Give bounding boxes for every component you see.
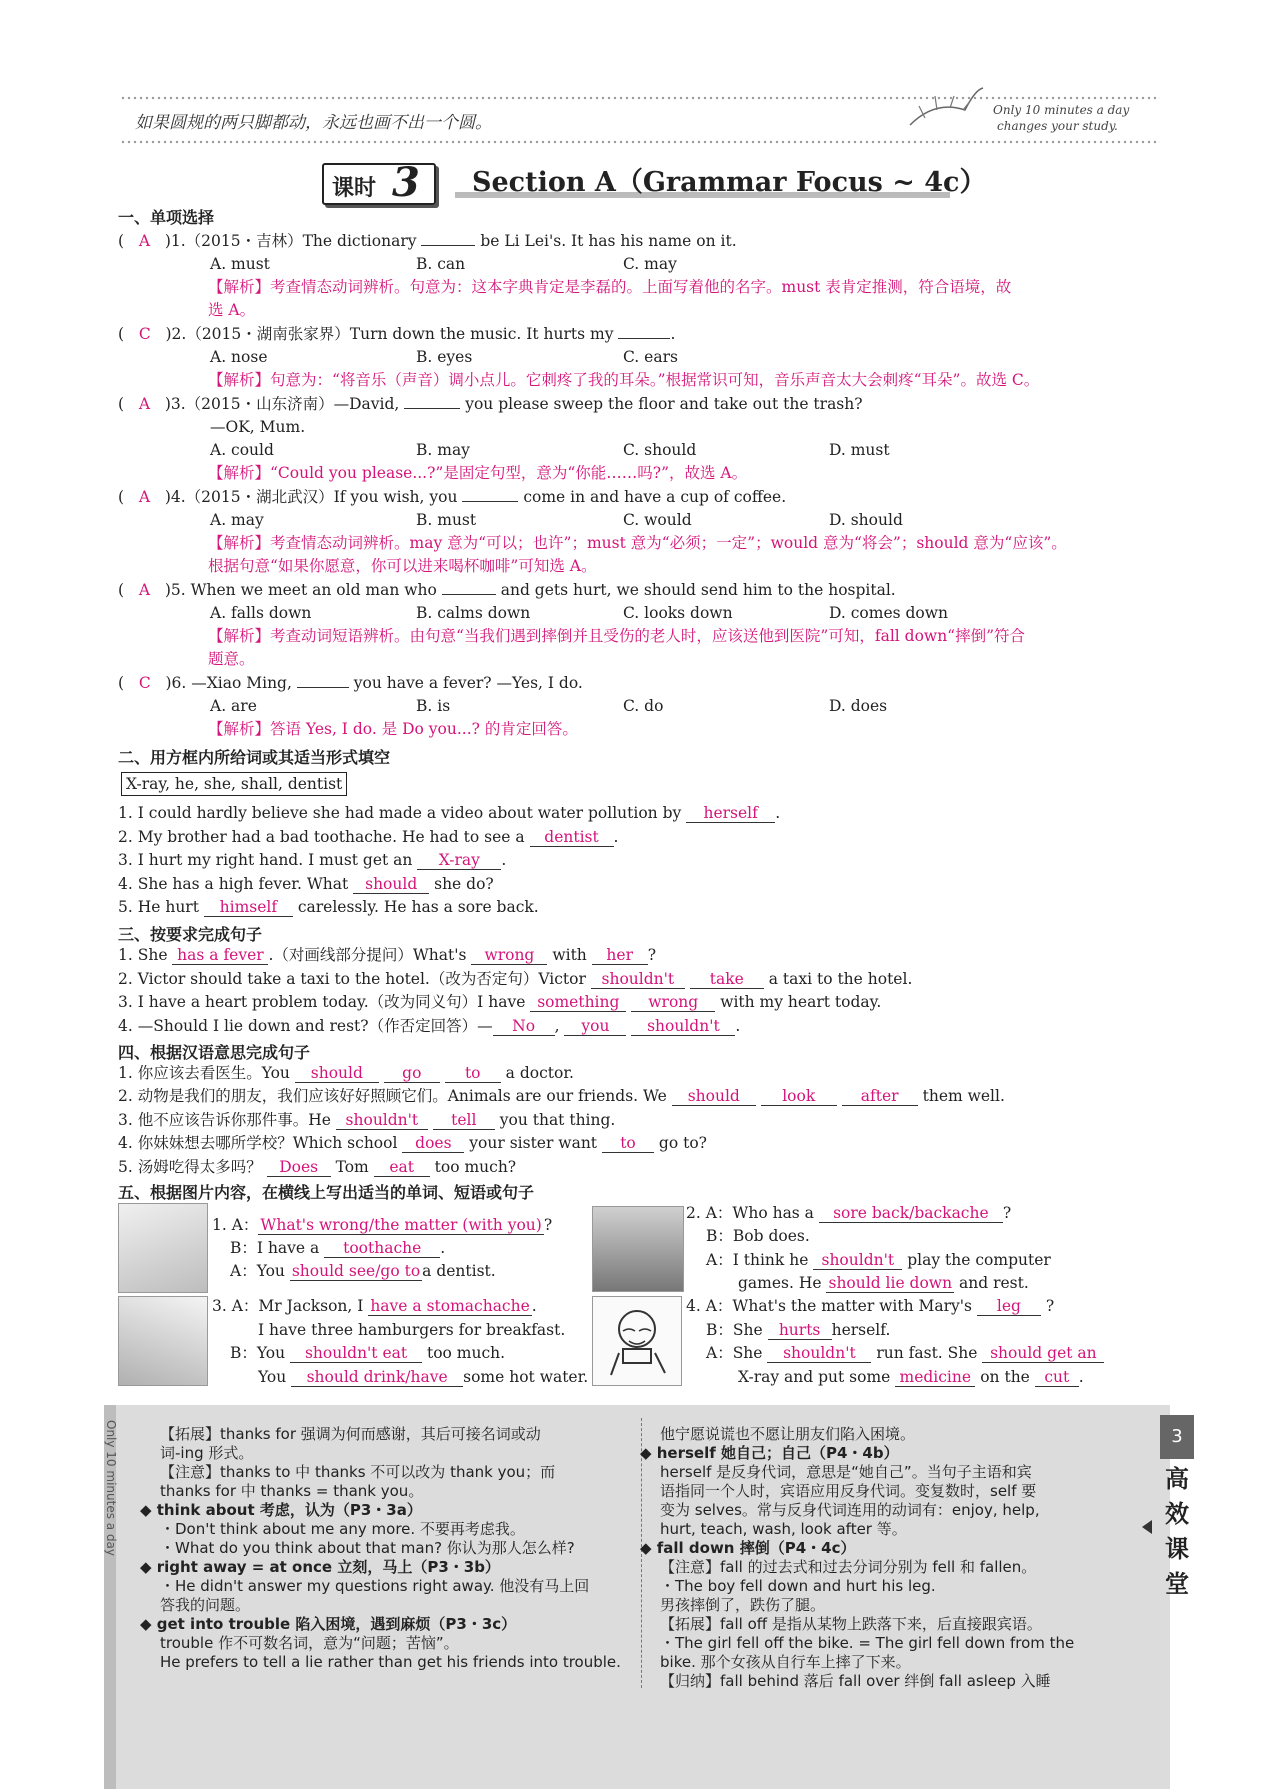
lesson-badge-number: 3 xyxy=(392,159,420,206)
answer-3: A xyxy=(138,395,151,413)
p2-s5-end: carelessly. He has a sore back. xyxy=(297,898,539,916)
p2-s4-text: 4. She has a high fever. What xyxy=(118,875,349,893)
notes-left-line: ◆ think about 考虑，认为（P3・3a） xyxy=(140,1501,422,1519)
d3-line2: I have three hamburgers for breakfast. xyxy=(258,1321,566,1339)
q3-opt-a: A. could xyxy=(210,441,274,459)
q6-opt-d: D. does xyxy=(829,697,888,715)
p3-answer-2b: take xyxy=(690,970,764,989)
notes-right-line: 【注意】fall 的过去式和过去分词分别为 fell 和 fallen。 xyxy=(660,1558,1037,1576)
q1-blank xyxy=(421,245,475,246)
q4-opt-c: C. would xyxy=(623,511,692,529)
d4-answer-3: shouldn't xyxy=(767,1344,871,1363)
question-6: ( C )6. —Xiao Ming, you have a fever? —Yes, I do. xyxy=(118,674,583,692)
p2-s3-text: 3. I hurt my right hand. I must get an xyxy=(118,851,413,869)
notes-left-line: 【拓展】thanks for 强调为何而感谢，其后可接名词或动 xyxy=(160,1425,541,1443)
question-3: ( A )3.（2015・山东济南）—David, you please sweep the floor and take out the trash? xyxy=(118,395,863,413)
p4-s3-end: you that thing. xyxy=(499,1111,616,1129)
d3-l3-end: too much. xyxy=(426,1344,506,1362)
part1-heading: 一、单项选择 xyxy=(118,208,215,227)
q5-stem-end: and gets hurt, we should send him to the hospital. xyxy=(500,581,896,599)
p2-s5-text: 5. He hurt xyxy=(118,898,199,916)
p3-s2-end: a taxi to the hotel. xyxy=(768,970,913,988)
q6-stem-end: you have a fever? —Yes, I do. xyxy=(353,674,583,692)
p3-sentence-3 xyxy=(118,991,881,1013)
p4-s5-text: 5. 汤姆吃得太多吗？ xyxy=(118,1158,262,1176)
p3-s1-end: ? xyxy=(647,946,657,964)
d4-line3 xyxy=(706,1342,1104,1364)
notes-left-line: ◆ get into trouble 陷入困境，遇到麻烦（P3・3c） xyxy=(140,1615,517,1633)
q2-opt-b: B. eyes xyxy=(416,348,473,366)
notes-right-line: ・The girl fell off the bike. = The girl fell down from the xyxy=(660,1634,1075,1652)
d1-l3-end: a dentist. xyxy=(422,1262,496,1280)
q2-opt-c: C. ears xyxy=(623,348,678,366)
q6-opt-c: C. do xyxy=(623,697,664,715)
d4-line1 xyxy=(686,1295,1054,1317)
p3-sentence-2 xyxy=(118,968,912,990)
p2-sentence-1 xyxy=(118,802,780,824)
notes-right-line: bike. 那个女孩从自行车上摔了下来。 xyxy=(660,1653,911,1671)
question-4: ( A )4.（2015・湖北武汉）If you wish, you come in and have a cup of coffee. xyxy=(118,488,787,506)
p4-answer-2b: look xyxy=(761,1087,837,1106)
d4-line4 xyxy=(738,1366,1084,1388)
d4-answer-3b: should get an xyxy=(982,1344,1104,1363)
d2-answer-3: shouldn't xyxy=(813,1251,902,1270)
answer-2: C xyxy=(138,325,151,343)
p3-s1-text-c: with xyxy=(552,946,587,964)
notes-left-line: ・He didn't answer my questions right away. 他没有马上回 xyxy=(160,1577,590,1595)
d2-answer-4: should lie down xyxy=(828,1274,953,1292)
p3-sentence-1 xyxy=(118,944,656,966)
page-number-tab xyxy=(1160,1415,1194,1459)
q5-explanation: 【解析】考查动词短语辨析。由句意“当我们遇到摔倒并且受伤的老人时，应该送他到医院”可知，fall down“摔倒”符合 xyxy=(208,627,1026,645)
p2-s3-end: . xyxy=(501,851,507,869)
p4-answer-1c: to xyxy=(445,1064,501,1083)
d2-l1-text: 2. A：Who has a xyxy=(686,1204,814,1222)
d1-l2-text: B：I have a xyxy=(230,1239,320,1257)
d2-line1 xyxy=(686,1202,1011,1224)
d4-answer-4: medicine xyxy=(895,1368,975,1387)
d4-l4-end: . xyxy=(1078,1368,1084,1386)
d3-line4 xyxy=(258,1366,588,1388)
p3-s4-comma: , xyxy=(554,1017,560,1035)
p4-answer-3a: shouldn't xyxy=(336,1111,428,1130)
p4-sentence-3 xyxy=(118,1109,615,1131)
p2-s4-end: she do? xyxy=(434,875,494,893)
d2-l3-end: play the computer xyxy=(907,1251,1051,1269)
d3-l1-text: 3. A：Mr Jackson, I xyxy=(212,1297,364,1315)
p4-s2-text: 2. 动物是我们的朋友，我们应该好好照顾它们。Animals are our friends. We xyxy=(118,1087,667,1105)
d4-l1-text: 4. A：What's the matter with Mary's xyxy=(686,1297,973,1315)
notes-left-line: 【注意】thanks to 中 thanks 不可以改为 thank you；而 xyxy=(160,1463,556,1481)
q4-opt-a: A. may xyxy=(210,511,264,529)
notes-right-line: 语指同一个人时，宾语应用反身代词。变复数时，self 要 xyxy=(660,1482,1037,1500)
p3-s2-text: 2. Victor should take a taxi to the hotel.（改为否定句）Victor xyxy=(118,970,586,988)
lesson-badge-prefix: 课时 xyxy=(332,176,377,201)
p4-answer-1b: go xyxy=(384,1064,440,1083)
p3-s1-text: 1. She xyxy=(118,946,168,964)
leaf-decoration-icon xyxy=(905,80,985,135)
p4-s4-end: go to? xyxy=(658,1134,707,1152)
p4-answer-2a: should xyxy=(672,1087,756,1106)
answer-5: A xyxy=(138,581,151,599)
notes-right-line: 【归纳】fall behind 落后 fall over 绊倒 fall asleep 入睡 xyxy=(660,1672,1051,1690)
d1-line1 xyxy=(212,1214,552,1236)
p3-answer-2a: shouldn't xyxy=(591,970,685,989)
d4-l2-end: herself. xyxy=(831,1321,891,1339)
q5-opt-a: A. falls down xyxy=(210,604,312,622)
p2-answer-1: herself xyxy=(686,804,775,823)
p2-sentence-4 xyxy=(118,873,494,895)
notes-right-line: hurt, teach, wash, look after 等。 xyxy=(660,1520,907,1538)
notes-right-line: ・The boy fell down and hurt his leg. xyxy=(660,1577,936,1595)
part5-heading: 五、根据图片内容，在横线上写出适当的单词、短语或句子 xyxy=(118,1183,535,1202)
notes-left-line: trouble 作不可数名词，意为“问题；苦恼”。 xyxy=(160,1634,459,1652)
q3-stem-end: you please sweep the floor and take out the trash? xyxy=(465,395,863,413)
d3-answer-3: shouldn't eat xyxy=(290,1344,422,1363)
q3-explanation: 【解析】“Could you please...?”是固定句型，意为“你能……吗?”，故选 A。 xyxy=(208,464,748,482)
q2-opt-a: A. nose xyxy=(210,348,268,366)
notes-left-line: ・What do you think about that man? 你认为那人怎么样? xyxy=(160,1539,575,1557)
question-5: ( A )5. When we meet an old man who and gets hurt, we should send him to the hospital. xyxy=(118,581,896,599)
p3-s3-end: with my heart today. xyxy=(720,993,882,1011)
p3-s4-end: . xyxy=(735,1017,741,1035)
notes-left-line: He prefers to tell a lie rather than get his friends into trouble. xyxy=(160,1653,621,1671)
q3-stem: )3.（2015・山东济南）—David, xyxy=(164,395,400,413)
p2-s2-end: . xyxy=(613,828,619,846)
q3-opt-c: C. should xyxy=(623,441,697,459)
d4-l1-end: ? xyxy=(1045,1297,1055,1315)
q2-blank xyxy=(618,338,670,339)
q1-stem-end: be Li Lei's. It has his name on it. xyxy=(480,232,737,250)
p4-sentence-1 xyxy=(118,1062,574,1084)
p2-answer-2: dentist xyxy=(530,828,614,847)
header-right-line1: Only 10 minutes a day xyxy=(993,103,1130,117)
q4-opt-d: D. should xyxy=(829,511,903,529)
d2-l3-text: A：I think he xyxy=(706,1251,809,1269)
notes-right-line: 他宁愿说谎也不愿让朋友们陷入困境。 xyxy=(660,1425,916,1443)
p2-answer-5: himself xyxy=(204,898,293,917)
d4-l4-text-b: on the xyxy=(980,1368,1030,1386)
p2-answer-4: should xyxy=(353,875,429,894)
d2-line3 xyxy=(706,1249,1051,1271)
injured-leg-illustration xyxy=(592,1296,682,1386)
q5-opt-b: B. calms down xyxy=(416,604,531,622)
q5-blank xyxy=(442,594,496,595)
word-box: X-ray, he, she, shall, dentist xyxy=(121,772,347,796)
q5-stem: )5. When we meet an old man who xyxy=(164,581,437,599)
question-1: ( A )1.（2015・吉林）The dictionary be Li Lei's. It has his name on it. xyxy=(118,232,737,250)
page-title: Section A（Grammar Focus ~ 4c） xyxy=(472,167,987,198)
d3-line1 xyxy=(212,1295,537,1317)
q3-reply: —OK, Mum. xyxy=(210,418,306,436)
d3-l4-text: You xyxy=(258,1368,287,1386)
p4-answer-3b: tell xyxy=(433,1111,495,1130)
notes-left-line: 词-ing 形式。 xyxy=(160,1444,254,1462)
p4-s5-text-b: Tom xyxy=(335,1158,369,1176)
notes-left-line: thanks for 中 thanks = thank you。 xyxy=(160,1482,424,1500)
d2-answer-1: sore back/backache xyxy=(819,1204,1003,1223)
q4-blank xyxy=(462,501,518,502)
d1-l2-end: . xyxy=(440,1239,446,1257)
answer-4: A xyxy=(138,488,151,506)
d2-line2: B：Bob does. xyxy=(706,1227,810,1245)
p4-s1-text: 1. 你应该去看医生。You xyxy=(118,1064,290,1082)
part3-heading: 三、按要求完成句子 xyxy=(118,925,263,944)
page-number: 3 xyxy=(1171,1426,1183,1447)
q6-opt-b: B. is xyxy=(416,697,451,715)
notes-right-line: 【拓展】fall off 是指从某物上跌落下来，后直接跟宾语。 xyxy=(660,1615,1042,1633)
p2-answer-3: X-ray xyxy=(417,851,501,870)
d2-l1-end: ? xyxy=(1002,1204,1012,1222)
q6-stem: )6. —Xiao Ming, xyxy=(165,674,292,692)
d4-answer-4b: cut xyxy=(1035,1368,1079,1387)
d4-l3-text-b: run fast. She xyxy=(876,1344,978,1362)
p2-s2-text: 2. My brother had a bad toothache. He had to see a xyxy=(118,828,525,846)
q4-stem: )4.（2015・湖北武汉）If you wish, you xyxy=(164,488,458,506)
d2-line4 xyxy=(738,1272,1029,1294)
p4-answer-2c: after xyxy=(842,1087,918,1106)
notes-left-line: ◆ right away = at once 立刻，马上（P3・3b） xyxy=(140,1558,500,1576)
d4-l4-text: X-ray and put some xyxy=(738,1368,891,1386)
p4-answer-4a: does xyxy=(402,1134,464,1153)
q1-explanation: 【解析】考查情态动词辨析。句意为：这本字典肯定是李磊的。上面写着他的名字。must 表肯定推测，符合语境，故 xyxy=(208,278,1012,296)
notes-right-line: ◆ herself 她自己；自己（P4・4b） xyxy=(640,1444,899,1462)
d1-l1-text: 1. A： xyxy=(212,1216,259,1234)
notes-left-line: ・Don't think about me any more. 不要再考虑我。 xyxy=(160,1520,525,1538)
crying-girl-icon xyxy=(593,1297,681,1385)
p2-sentence-3 xyxy=(118,849,506,871)
d1-l1-end: ? xyxy=(543,1216,553,1234)
q4-explanation: 【解析】考查情态动词辨析。may 意为“可以；也许”；must 意为“必须；一定”；would 意为“将会”；should 意为“应该”。 xyxy=(208,534,1067,552)
p3-sentence-4 xyxy=(118,1015,740,1037)
p4-s4-text: 4. 你妹妹想去哪所学校？Which school xyxy=(118,1134,398,1152)
p4-s1-end: a doctor. xyxy=(505,1064,574,1082)
q6-explanation: 【解析】答语 Yes, I do. 是 Do you...? 的肯定回答。 xyxy=(208,720,578,738)
q5-opt-c: C. looks down xyxy=(623,604,733,622)
notes-right-line: 男孩摔倒了，跌伤了腿。 xyxy=(660,1596,826,1614)
q3-blank xyxy=(404,408,460,409)
part4-heading: 四、根据汉语意思完成句子 xyxy=(118,1043,311,1062)
p4-s3-text: 3. 他不应该告诉你那件事。He xyxy=(118,1111,331,1129)
p4-answer-1a: should xyxy=(295,1064,379,1083)
d3-l1-end: . xyxy=(531,1297,537,1315)
vertical-slogan: Only 10 minutes a day xyxy=(104,1420,118,1557)
d1-answer-1: What's wrong/the matter (with you) xyxy=(260,1216,542,1234)
d4-answer-1: leg xyxy=(977,1297,1041,1316)
q3-opt-b: B. may xyxy=(416,441,470,459)
p3-answer-1b: wrong xyxy=(471,946,547,965)
q6-opt-a: A. are xyxy=(210,697,257,715)
d3-answer-1: have a stomachache xyxy=(370,1297,530,1315)
notes-right-line: ◆ fall down 摔倒（P4・4c） xyxy=(640,1539,856,1557)
q4-stem-end: come in and have a cup of coffee. xyxy=(523,488,787,506)
q1-opt-a: A. must xyxy=(210,255,270,273)
answer-6: C xyxy=(138,674,151,692)
p3-answer-3b: wrong xyxy=(631,993,715,1012)
p2-s1-text: 1. I could hardly believe she had made a video about water pollution by xyxy=(118,804,682,822)
part2-heading: 二、用方框内所给词或其适当形式填空 xyxy=(118,748,391,767)
q2-stem-end: . xyxy=(670,325,676,343)
d3-line3 xyxy=(230,1342,505,1364)
p4-s5-end: too much? xyxy=(434,1158,517,1176)
p4-s2-end: them well. xyxy=(922,1087,1005,1105)
header-right-line2: changes your study. xyxy=(997,119,1118,133)
q1-opt-c: C. may xyxy=(623,255,677,273)
d4-line2 xyxy=(706,1319,890,1341)
d2-l4-end: and rest. xyxy=(959,1274,1029,1292)
p3-s4-text: 4. —Should I lie down and rest?（作否定回答）— xyxy=(118,1017,493,1035)
d3-answer-4: should drink/have xyxy=(291,1368,463,1387)
lesson-badge xyxy=(322,159,436,206)
d1-answer-2: toothache xyxy=(324,1239,440,1258)
q2-explanation: 【解析】句意为：“将音乐（声音）调小点儿。它刺疼了我的耳朵。”根据常识可知，音乐声音太大会刺疼“耳朵”。故选 C。 xyxy=(208,371,1040,389)
d4-l3-text: A：She xyxy=(706,1344,763,1362)
side-label-char-2: 效 xyxy=(1165,1500,1189,1528)
d1-l3-text: A：You xyxy=(230,1262,285,1280)
q3-opt-d: D. must xyxy=(829,441,890,459)
p3-answer-1c: her xyxy=(592,946,648,965)
p2-sentence-5 xyxy=(118,896,539,918)
q5-opt-d: D. comes down xyxy=(829,604,948,622)
p3-answer-4c: shouldn't xyxy=(631,1017,735,1036)
side-label-char-1: 高 xyxy=(1165,1465,1189,1493)
q6-blank xyxy=(297,687,349,688)
d1-line3 xyxy=(230,1260,496,1282)
p2-s1-end: . xyxy=(775,804,781,822)
stomachache-photo xyxy=(118,1296,208,1386)
header-motto: 如果圆规的两只脚都动，永远也画不出一个圆。 xyxy=(135,113,492,133)
p4-answer-4b: to xyxy=(602,1134,654,1153)
q2-stem: )2.（2015・湖南张家界）Turn down the music. It hurts my xyxy=(165,325,614,343)
d1-line2 xyxy=(230,1237,445,1259)
d1-answer-3: should see/go to xyxy=(291,1262,421,1280)
p3-answer-3a: something xyxy=(530,993,626,1012)
computer-photo xyxy=(592,1206,684,1292)
side-arrow-icon xyxy=(1142,1520,1152,1534)
p2-sentence-2 xyxy=(118,826,618,848)
q5-explanation-cont: 题意。 xyxy=(208,650,255,668)
q1-explanation-cont: 选 A。 xyxy=(208,301,256,319)
side-label-char-4: 堂 xyxy=(1165,1570,1189,1598)
p3-answer-1a: has a fever xyxy=(172,946,268,965)
question-2: ( C )2.（2015・湖南张家界）Turn down the music. It hurts my . xyxy=(118,325,676,343)
p4-answer-5a: Does xyxy=(267,1158,331,1177)
q1-stem: )1.（2015・吉林）The dictionary xyxy=(164,232,417,250)
p4-sentence-5 xyxy=(118,1156,516,1178)
p3-s3-text: 3. I have a heart problem today.（改为同义句）I have xyxy=(118,993,526,1011)
p4-s4-text-b: your sister want xyxy=(469,1134,598,1152)
d3-l4-end: some hot water. xyxy=(463,1368,589,1386)
d4-answer-2: hurts xyxy=(768,1321,832,1340)
d2-l4-text: games. He xyxy=(738,1274,822,1292)
toothache-photo xyxy=(118,1203,208,1293)
notes-right-line: herself 是反身代词，意思是“她自己”。当句子主语和宾 xyxy=(660,1463,1032,1481)
side-label-char-3: 课 xyxy=(1165,1535,1189,1563)
notes-right-line: 变为 selves。常与反身代词连用的动词有：enjoy, help, xyxy=(660,1501,1040,1519)
p4-sentence-4 xyxy=(118,1132,707,1154)
d4-l2-text: B：She xyxy=(706,1321,763,1339)
q4-explanation-cont: 根据句意“如果你愿意，你可以进来喝杯咖啡”可知选 A。 xyxy=(208,557,597,575)
d3-l3-text: B：You xyxy=(230,1344,286,1362)
p3-s1-text-b: .（对画线部分提问）What's xyxy=(268,946,467,964)
answer-1: A xyxy=(138,232,151,250)
q4-opt-b: B. must xyxy=(416,511,477,529)
side-label xyxy=(1160,1462,1194,1602)
notes-left-line: 答我的问题。 xyxy=(160,1596,251,1614)
q1-opt-b: B. can xyxy=(416,255,466,273)
p3-answer-4a: No xyxy=(493,1017,555,1036)
p4-answer-5b: eat xyxy=(374,1158,430,1177)
p4-sentence-2 xyxy=(118,1085,1005,1107)
p3-answer-4b: you xyxy=(564,1017,626,1036)
